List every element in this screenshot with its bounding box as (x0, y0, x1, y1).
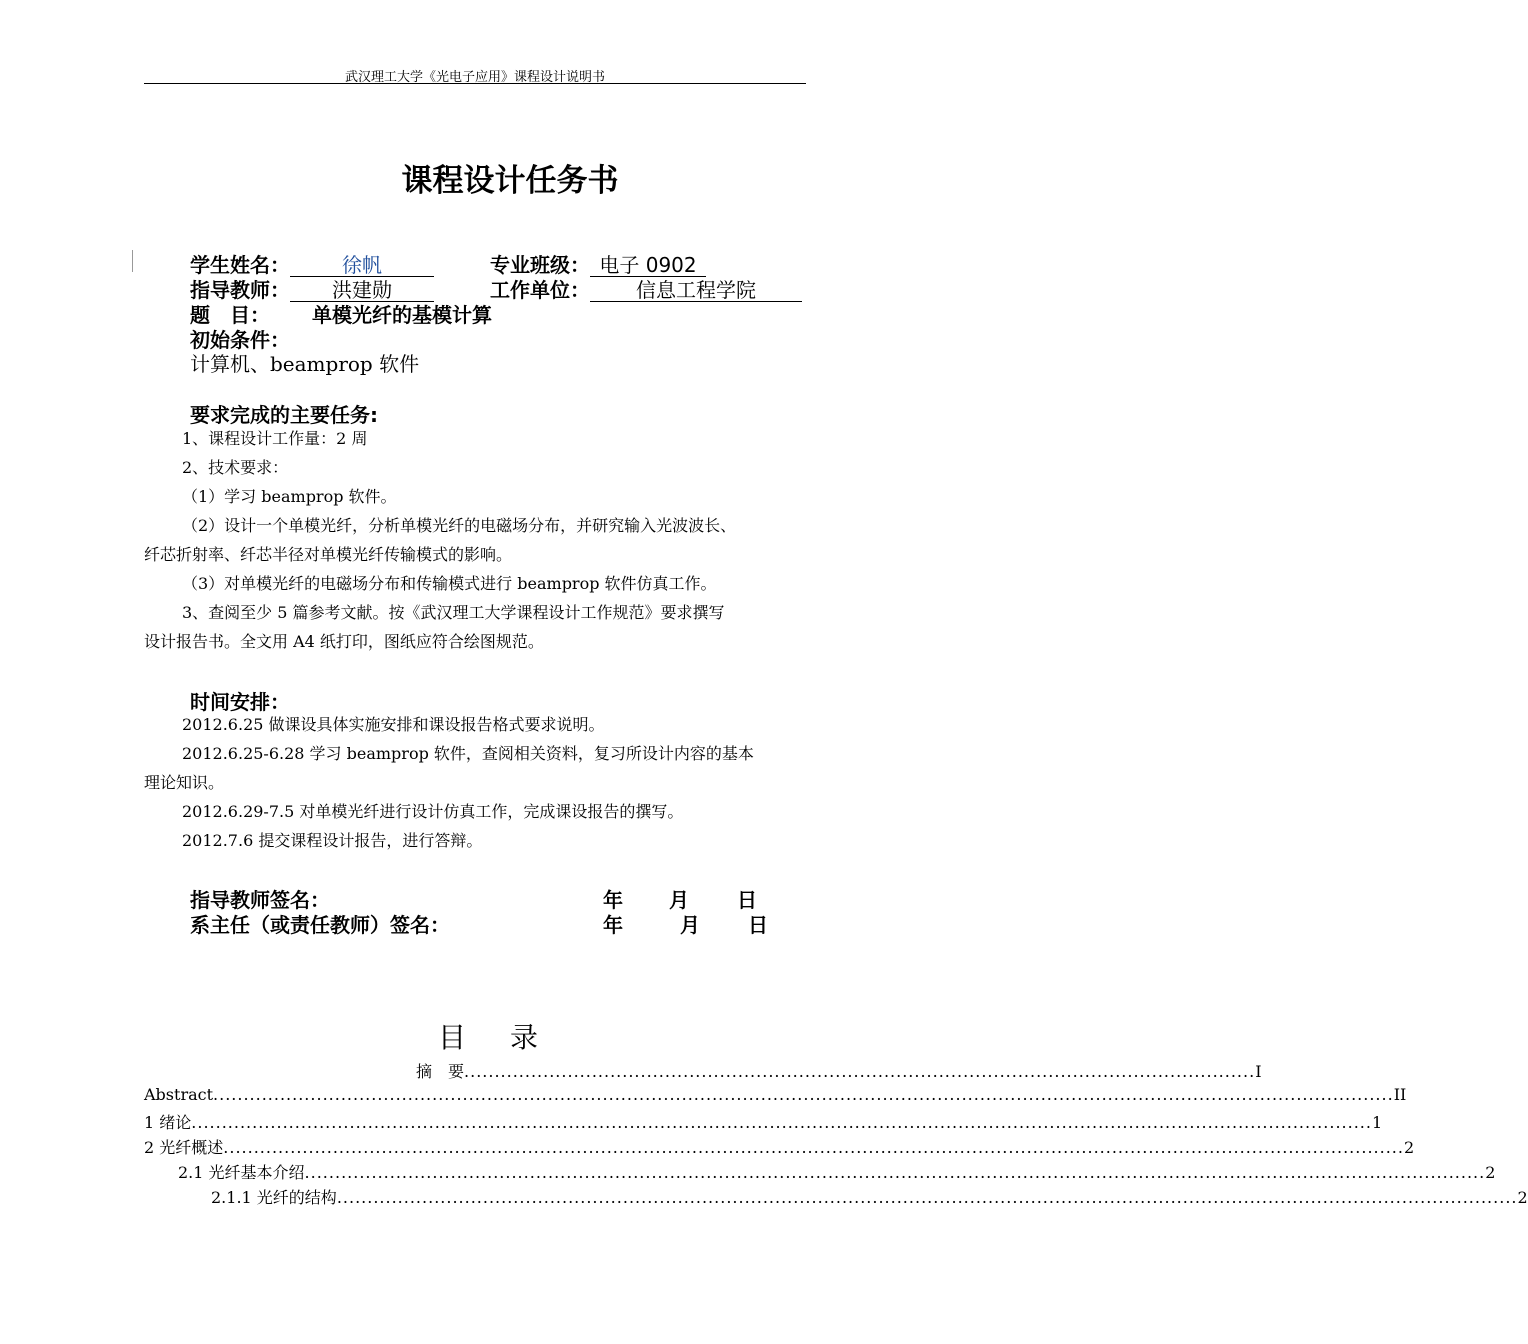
toc-entry-intro[interactable] (144, 1110, 1383, 1135)
unit-label: 工作单位： (490, 278, 590, 302)
toc-entry-text: 2 光纤概述 (144, 1138, 224, 1157)
schedule-line-1: 2012.6.25 做课设具体实施安排和课设报告格式要求说明。 (182, 715, 605, 734)
unit-value: 信息工程学院 (590, 279, 802, 302)
schedule-line-2b: 理论知识。 (144, 773, 225, 792)
task-item-1: 1、课程设计工作量：2 周 (182, 429, 368, 448)
topic-value: 单模光纤的基模计算 (312, 303, 492, 327)
toc-entry-text: 2.1 光纤基本介绍 (178, 1163, 305, 1182)
toc-entry-page: II (1393, 1085, 1407, 1104)
toc-entry-page: 2 (1403, 1138, 1415, 1157)
teacher-label: 指导教师： (190, 278, 290, 302)
task-item-3-line-2: 设计报告书。全文用 A4 纸打印，图纸应符合绘图规范。 (144, 632, 544, 651)
toc-entry-abstract-cn[interactable] (416, 1059, 1262, 1084)
head-sign-month: 月 (680, 913, 700, 937)
schedule-line-3: 2012.6.29-7.5 对单模光纤进行设计仿真工作，完成课设报告的撰写。 (182, 802, 684, 821)
tasks-heading: 要求完成的主要任务: (190, 403, 378, 427)
toc-entry-abstract-en[interactable] (144, 1085, 1407, 1110)
toc-entry-text: 2.1.1 光纤的结构 (211, 1188, 337, 1207)
toc-entry-page: 2 (1485, 1163, 1496, 1182)
toc-leader-dots: .................................................................................................................................................................................................. (191, 1113, 1372, 1132)
teacher-sign-year: 年 (603, 888, 623, 912)
conditions-label: 初始条件： (190, 328, 290, 352)
toc-leader-dots: .................................................................................................................................................................................................. (213, 1085, 1394, 1104)
schedule-line-4: 2012.7.6 提交课程设计报告，进行答辩。 (182, 831, 483, 850)
teacher-sign-day: 日 (737, 888, 757, 912)
topic-label: 题 目： (190, 303, 270, 327)
task-sub-2-line-2: 纤芯折射率、纤芯半径对单模光纤传输模式的影响。 (144, 545, 513, 564)
teacher-signature-label: 指导教师签名： (190, 888, 330, 912)
student-label: 学生姓名： (190, 253, 290, 277)
toc-title: 目录 (437, 1021, 582, 1054)
toc-entry-text: 1 绪论 (144, 1113, 192, 1132)
toc-entry-fiber-basics[interactable] (178, 1160, 1496, 1185)
head-sign-day: 日 (748, 913, 768, 937)
document-title: 课程设计任务书 (401, 163, 619, 199)
toc-leader-dots: .................................................................................................................................................................................................. (336, 1188, 1518, 1207)
toc-entry-page: 2 (1517, 1188, 1528, 1207)
task-item-3-line-1: 3、查阅至少 5 篇参考文献。按《武汉理工大学课程设计工作规范》要求撰写 (182, 603, 725, 622)
text-cursor-marker (132, 250, 133, 272)
teacher-name-value: 洪建勋 (290, 279, 434, 302)
page-header: 武汉理工大学《光电子应用》课程设计说明书 (344, 70, 605, 85)
toc-leader-dots: .................................................................................................................................. (464, 1062, 1256, 1081)
toc-leader-dots: .................................................................................................................................................................................................. (223, 1138, 1404, 1157)
task-sub-2-line-1: （2）设计一个单模光纤，分析单模光纤的电磁场分布，并研究输入光波波长、 (182, 516, 737, 535)
header-rule (144, 83, 806, 84)
toc-entry-text: 摘 要 (416, 1062, 465, 1081)
teacher-sign-month: 月 (669, 888, 689, 912)
schedule-heading: 时间安排： (190, 690, 290, 714)
toc-entry-text: Abstract (144, 1085, 214, 1104)
toc-entry-fiber-overview[interactable] (144, 1135, 1415, 1160)
task-sub-1: （1）学习 beamprop 软件。 (182, 487, 397, 506)
conditions-value: 计算机、beamprop 软件 (190, 352, 420, 376)
task-item-2: 2、技术要求： (182, 458, 289, 477)
toc-entry-page: 1 (1371, 1113, 1383, 1132)
class-label: 专业班级： (490, 253, 590, 277)
unit-row (490, 274, 802, 303)
task-sub-3: （3）对单模光纤的电磁场分布和传输模式进行 beamprop 软件仿真工作。 (182, 574, 717, 593)
class-value: 电子 0902 (590, 254, 706, 277)
toc-leader-dots: .................................................................................................................................................................................................. (304, 1163, 1486, 1182)
head-signature-label: 系主任（或责任教师）签名： (190, 913, 450, 937)
toc-entry-page: I (1255, 1062, 1262, 1081)
schedule-line-2a: 2012.6.25-6.28 学习 beamprop 软件，查阅相关资料，复习所设计内容的基本 (182, 744, 754, 763)
student-name-value: 徐帆 (290, 254, 434, 277)
toc-entry-fiber-structure[interactable] (211, 1185, 1528, 1210)
head-sign-year: 年 (603, 913, 623, 937)
